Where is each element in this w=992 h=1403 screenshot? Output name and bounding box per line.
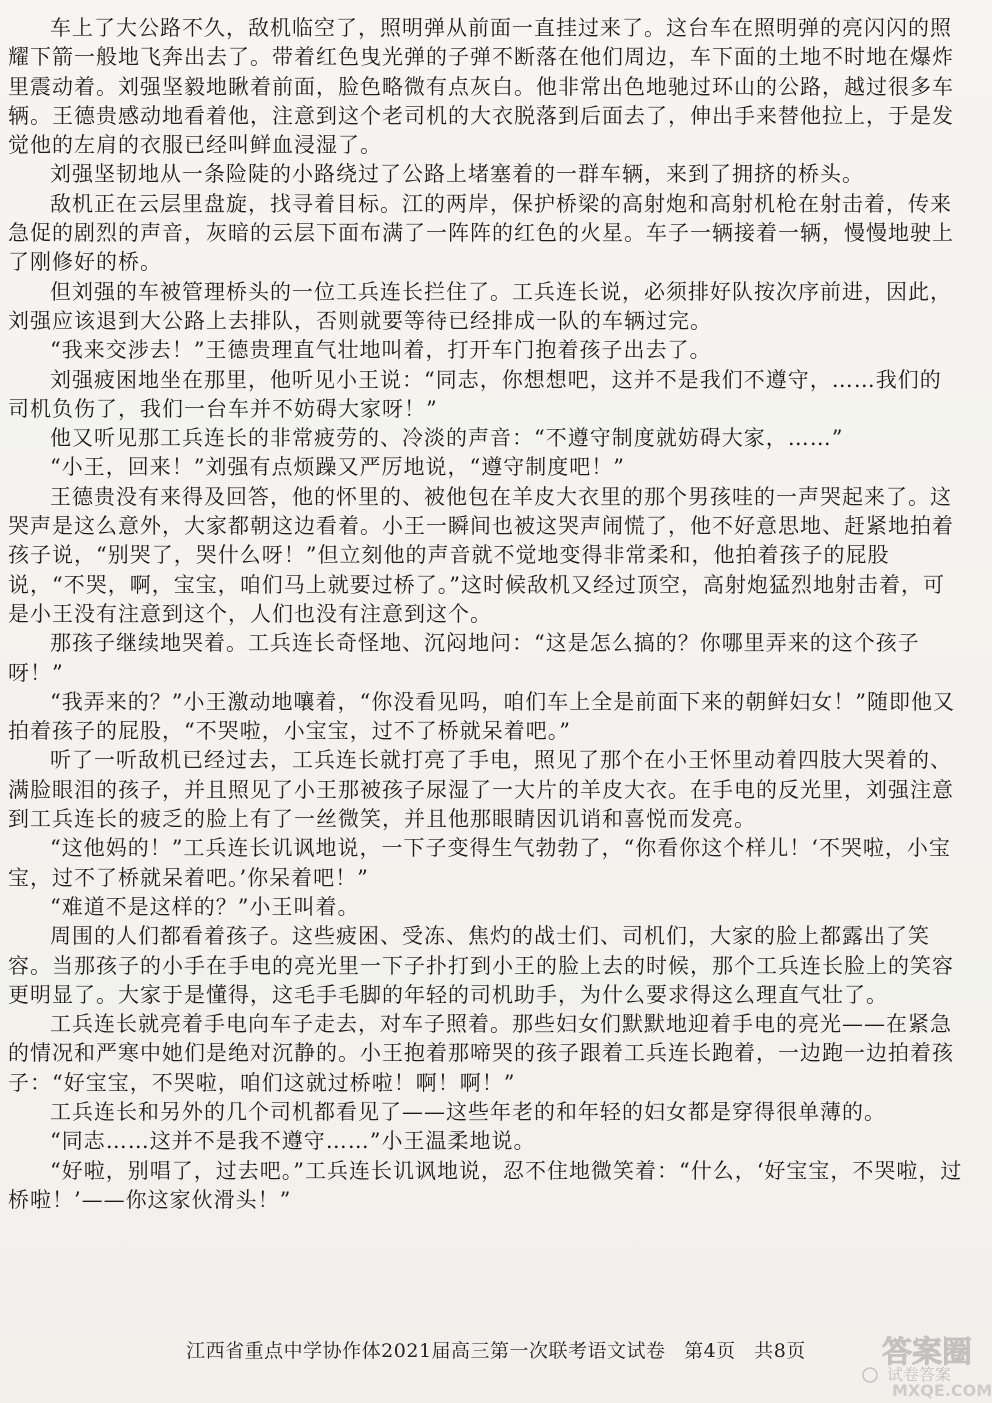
paragraph: 听了一听敌机已经过去，工兵连长就打亮了手电，照见了那个在小王怀里动着四肢大哭着的、满脸眼泪的孩子，并且照见了小王那被孩子尿湿了一大片的羊皮大衣。在手电的反光里，刘强注意到工兵连长的疲乏的脸上有了一丝微笑，并且他那眼睛因讥诮和喜悦而发亮。: [8, 748, 954, 832]
paragraph: “我弄来的？”小王激动地嚷着，“你没看见吗，咱们车上全是前面下来的朝鲜妇女！”随即他又拍着孩子的屁股，“不哭啦，小宝宝，过不了桥就呆着吧。”: [8, 689, 955, 744]
paragraph: “我来交涉去！”王德贵理直气壮地叫着，打开车门抱着孩子出去了。: [50, 338, 712, 363]
paragraph: 王德贵没有来得及回答，他的怀里的、被他包在羊皮大衣里的那个男孩哇的一声哭起来了。这哭声是这么意外，大家都朝这边看着。小王一瞬间也被这哭声闹慌了，他不好意思地、赶紧地拍着孩子说，“别哭了，哭什么呀！”但立刻他的声音就不觉地变得非常柔和，他拍着孩子的屁股说，“不哭，啊，宝宝，咱们马上就要过桥了。”这时候敌机又经过顶空，高射炮猛烈地射击着，可是小王没有注意到这个，人们也没有注意到这个。: [8, 484, 954, 626]
watermark-badge-icon: [863, 1368, 877, 1382]
page-number: 第4页: [684, 1340, 736, 1362]
paragraph: 敌机正在云层里盘旋，找寻着目标。江的两岸，保护桥梁的高射炮和高射机枪在射击着，传来急促的剧烈的声音，灰暗的云层下面布满了一阵阵的红色的火星。车子一辆接着一辆，慢慢地驶上了刚修好的桥。: [8, 191, 954, 275]
paragraph: 他又听见那工兵连长的非常疲劳的、冷淡的声音：“不遵守制度就妨碍大家，……”: [50, 426, 844, 451]
paragraph: 工兵连长和另外的几个司机都看见了——这些年老的和年轻的妇女都是穿得很单薄的。: [50, 1099, 886, 1124]
paragraph: 那孩子继续地哭着。工兵连长奇怪地、沉闷地问：“这是怎么搞的？你哪里弄来的这个孩子呀！”: [8, 631, 920, 685]
paragraph: “同志……这并不是我不遵守……”小王温柔地说。: [50, 1129, 536, 1154]
watermark-logo: [812, 1330, 992, 1400]
paragraph: “这他妈的！”工兵连长讥讽地说，一下子变得生气勃勃了，“你看你这个样儿！‘不哭啦，小宝宝，过不了桥就呆着吧。’你呆着吧！”: [8, 836, 951, 890]
paragraph: “难道不是这样的？”小王叫着。: [50, 894, 360, 919]
watermark-url: MXQE.COM: [892, 1381, 992, 1400]
paragraph: 周围的人们都看着孩子。这些疲困、受冻、焦灼的战士们、司机们，大家的脸上都露出了笑容。当那孩子的小手在手电的亮光里一下子扑打到小王的脸上去的时候，那个工兵连长脸上的笑容更明显了。大家于是懂得，这毛手毛脚的年轻的司机助手，为什么要求得这么理直气壮了。: [8, 924, 954, 1007]
watermark-text: 答案圈: [882, 1335, 972, 1370]
paragraph: “好啦，别唱了，过去吧。”工兵连长讥讽地说，忍不住地微笑着：“什么，‘好宝宝，不哭啦，过桥啦！’——你这家伙滑头！”: [8, 1158, 963, 1212]
paragraph: 但刘强的车被管理桥头的一位工兵连长拦住了。工兵连长说，必须排好队按次序前进，因此，刘强应该退到大公路上去排队，否则就要等待已经排成一队的车辆过完。: [8, 279, 952, 333]
exam-title: 江西省重点中学协作体2021届高三第一次联考语文试卷: [186, 1340, 666, 1362]
paragraph: 刘强坚韧地从一条险陡的小路绕过了公路上堵塞着的一群车辆，来到了拥挤的桥头。: [50, 162, 864, 187]
paragraph: 刘强疲困地坐在那里，他听见小王说：“同志，你想想吧，这并不是我们不遵守，……我们的司机负伤了，我们一台车并不妨碍大家呀！”: [8, 367, 942, 421]
total-pages: 共8页: [754, 1340, 806, 1362]
paragraph: “小王，回来！”刘强有点烦躁又严厉地说，“遵守制度吧！”: [50, 455, 625, 480]
passage-body: [8, 14, 963, 1215]
watermark-subtext: 试卷答案: [887, 1365, 952, 1384]
paragraph: 车上了大公路不久，敌机临空了，照明弹从前面一直挂过来了。这台车在照明弹的亮闪闪的照耀下箭一般地飞奔出去了。带着红色曳光弹的子弹不断落在他们周边，车下面的土地不时地在爆炸里震动着。刘强坚毅地瞅着前面，脸色略微有点灰白。他非常出色地驰过环山的公路，越过很多车辆。王德贵感动地看着他，注意到这个老司机的大衣脱落到后面去了，伸出手来替他拉上，于是发觉他的左肩的衣服已经叫鲜血浸湿了。: [8, 16, 954, 158]
paragraph: 工兵连长就亮着手电向车子走去，对车子照着。那些妇女们默默地迎着手电的亮光——在紧急的情况和严寒中她们是绝对沉静的。小王抱着那啼哭的孩子跟着工兵连长跑着，一边跑一边拍着孩子：“好宝宝，不哭啦，咱们这就过桥啦！啊！啊！”: [8, 1012, 954, 1095]
